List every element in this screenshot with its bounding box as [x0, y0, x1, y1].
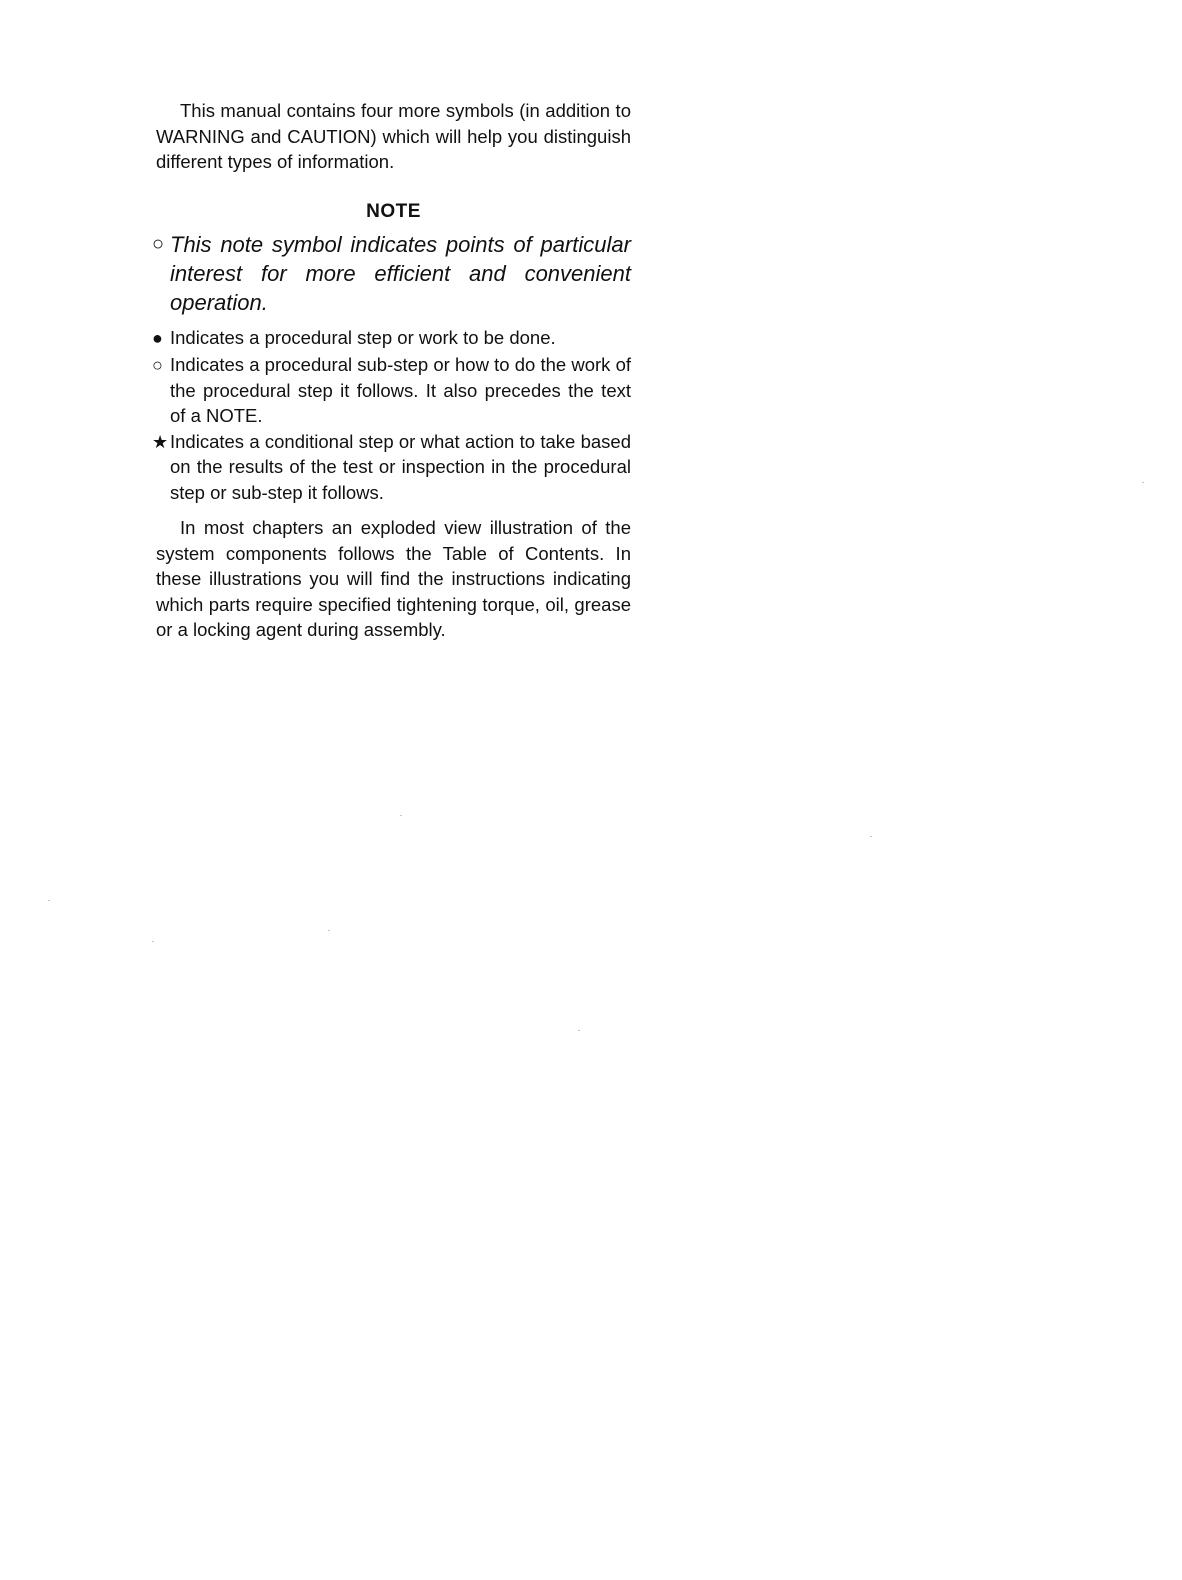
scan-speck [578, 1030, 580, 1031]
list-item-text: Indicates a procedural step or work to be done. [170, 327, 556, 348]
list-item-text: Indicates a conditional step or what action to take based on the results of the test or inspection in the procedural step or sub-step it follows. [170, 430, 631, 503]
closing-paragraph: In most chapters an exploded view illustration of the system components follows the Table of Contents. In these illustrations you will find the instructions indicating which parts require specified tightening torque, oil, grease or a locking agent during assembly. [156, 517, 631, 640]
list-item [152, 325, 631, 352]
scan-speck [870, 836, 872, 837]
list-item [152, 352, 631, 429]
open-circle-icon: ○ [152, 233, 165, 255]
scan-speck [328, 930, 330, 931]
scan-speck [400, 815, 402, 816]
intro-paragraph: This manual contains four more symbols (in addition to WARNING and CAUTION) which will help you distinguish different types of information. [156, 100, 631, 172]
symbol-list [152, 325, 631, 505]
scan-speck [1142, 482, 1144, 483]
note-item [152, 230, 631, 317]
text-column [152, 98, 631, 643]
note-heading: NOTE [366, 200, 421, 222]
list-item-text: Indicates a procedural sub-step or how to do the work of the procedural step it follows. It also precedes the text of a NOTE. [170, 354, 631, 426]
scan-speck [48, 900, 50, 901]
list-item [152, 429, 631, 506]
filled-circle-icon: ● [152, 328, 163, 348]
star-icon: ★ [152, 431, 169, 452]
open-circle-icon: ○ [152, 355, 163, 375]
scan-speck [152, 941, 154, 942]
note-text: This note symbol indicates points of particular interest for more efficient and convenient operation. [170, 232, 631, 315]
